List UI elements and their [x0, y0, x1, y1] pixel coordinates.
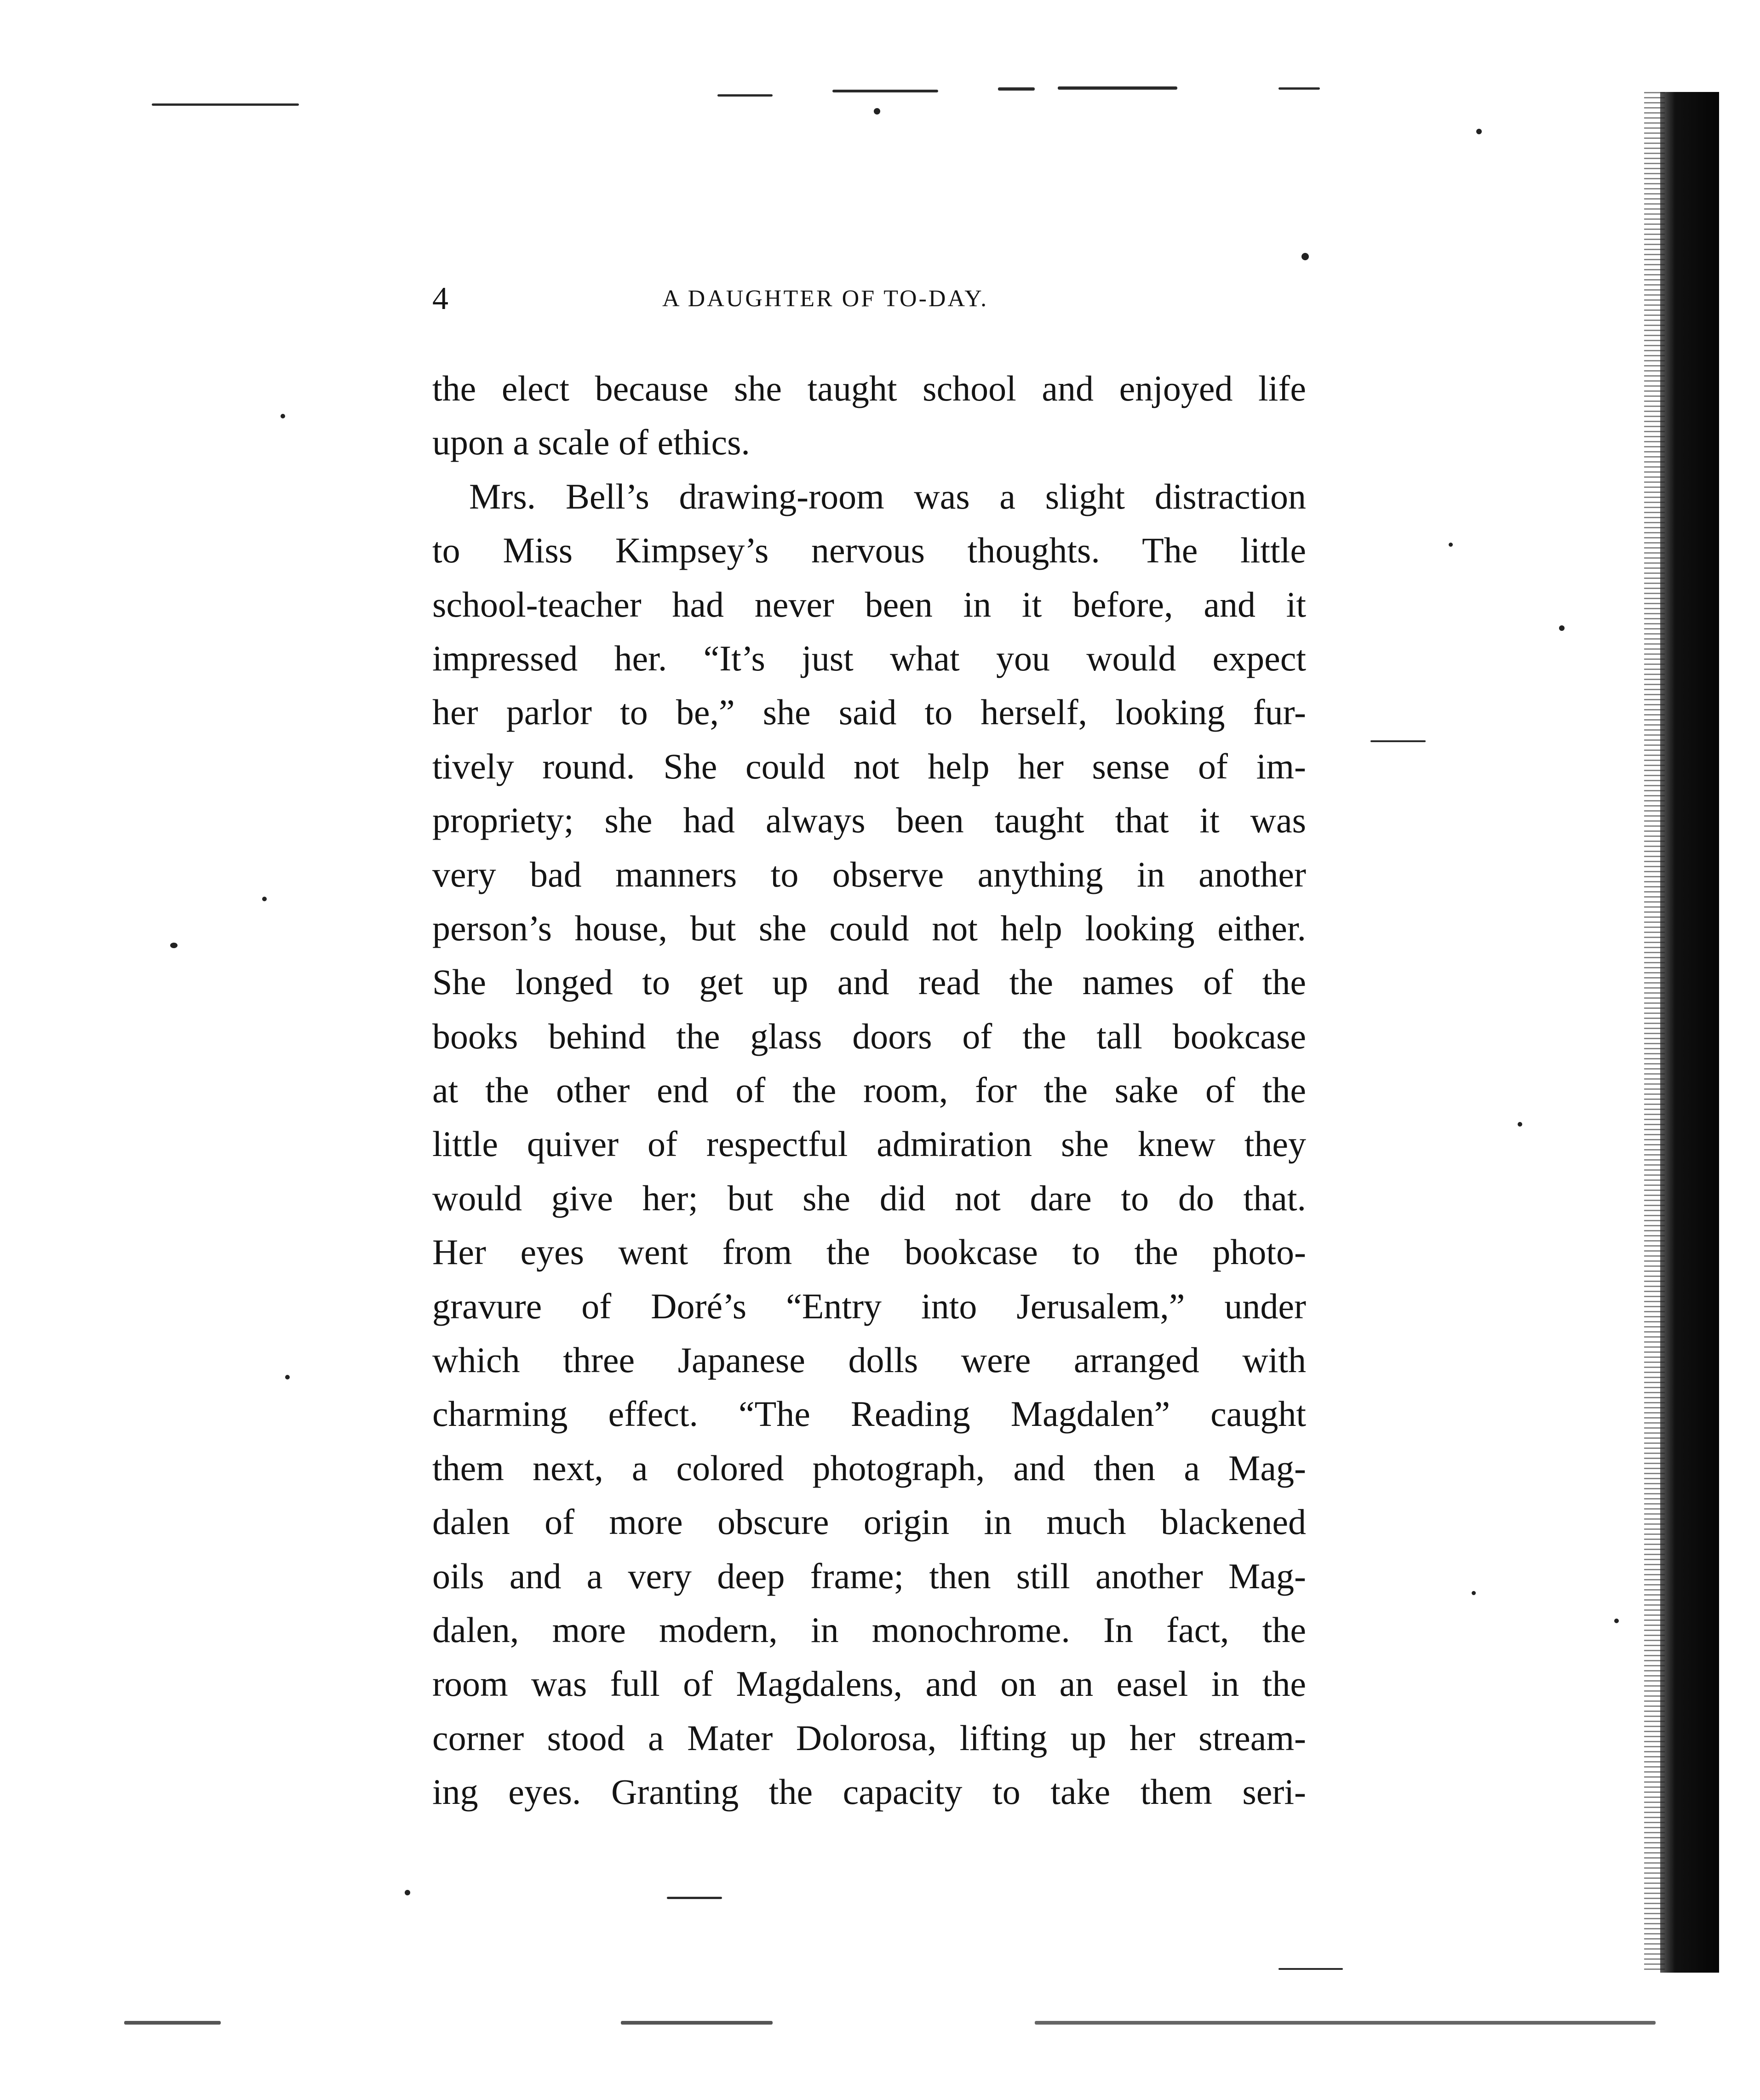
scan-mark — [832, 90, 938, 92]
scan-mark — [1278, 1968, 1343, 1970]
scan-speck — [1518, 1122, 1522, 1127]
scan-speck — [285, 1375, 290, 1379]
scan-speck — [1301, 253, 1309, 260]
scan-mark — [717, 94, 773, 97]
scan-speck — [874, 108, 880, 114]
text-line: upon a scale of ethics. — [432, 422, 750, 463]
scan-speck — [1472, 1591, 1476, 1595]
text-line: them next, a colored photograph, and then a Mag- — [432, 1448, 1306, 1488]
scan-speck — [281, 414, 285, 418]
text-line: at the other end of the room, for the sake of the — [432, 1070, 1306, 1110]
scan-speck — [262, 897, 267, 901]
page-number: 4 — [432, 281, 448, 316]
scan-mark — [667, 1897, 722, 1899]
text-line: her parlor to be,” she said to herself, looking fur- — [432, 692, 1306, 732]
text-line: person’s house, but she could not help looking either. — [432, 908, 1306, 948]
text-line: ing eyes. Granting the capacity to take them seri- — [432, 1772, 1306, 1812]
text-line: propriety; she had always been taught that it was — [432, 800, 1306, 841]
scan-mark — [621, 2021, 773, 2025]
text-line: room was full of Magdalens, and on an easel in the — [432, 1664, 1306, 1704]
text-line: dalen, more modern, in monochrome. In fact, the — [432, 1609, 1306, 1650]
scan-speck — [1559, 625, 1565, 631]
scan-mark — [152, 103, 299, 106]
scan-mark — [1370, 740, 1426, 742]
page-edge-shadow — [1660, 92, 1719, 1973]
text-line: She longed to get up and read the names of the — [432, 962, 1306, 1002]
text-line: to Miss Kimpsey’s nervous thoughts. The little — [432, 530, 1306, 571]
scan-mark — [998, 87, 1035, 91]
text-line: gravure of Doré’s “Entry into Jerusalem,” under — [432, 1286, 1306, 1326]
scan-speck — [1614, 1619, 1619, 1623]
text-line: little quiver of respectful admiration she knew they — [432, 1124, 1306, 1164]
text-line: oils and a very deep frame; then still another Mag- — [432, 1556, 1306, 1596]
scan-speck — [1476, 129, 1482, 134]
text-line: Mrs. Bell’s drawing-room was a slight distraction — [469, 476, 1306, 516]
text-line: impressed her. “It’s just what you would expect — [432, 638, 1306, 678]
scan-mark — [1035, 2021, 1656, 2025]
text-line: the elect because she taught school and enjoyed life — [432, 368, 1306, 408]
text-line: dalen of more obscure origin in much blackened — [432, 1502, 1306, 1542]
text-line: corner stood a Mater Dolorosa, lifting up her stream- — [432, 1717, 1306, 1758]
text-line: school-teacher had never been in it before, and it — [432, 584, 1306, 624]
page-edge-speckle — [1644, 92, 1665, 1973]
scan-mark — [1278, 87, 1320, 90]
scan-mark — [124, 2021, 221, 2025]
text-line: books behind the glass doors of the tall bookcase — [432, 1016, 1306, 1056]
text-line: charming effect. “The Reading Magdalen” caught — [432, 1394, 1306, 1434]
text-line: would give her; but she did not dare to do that. — [432, 1178, 1306, 1218]
body-text — [432, 361, 1306, 1819]
scan-speck — [1449, 543, 1453, 547]
scan-speck — [405, 1890, 410, 1895]
text-line: very bad manners to observe anything in another — [432, 854, 1306, 894]
text-line: Her eyes went from the bookcase to the photo- — [432, 1232, 1306, 1272]
text-line: which three Japanese dolls were arranged with — [432, 1340, 1306, 1380]
running-title: A DAUGHTER OF TO-DAY. — [662, 286, 989, 312]
text-line: tively round. She could not help her sense of im- — [432, 746, 1306, 786]
scan-mark — [1058, 86, 1177, 90]
running-header — [432, 276, 1306, 322]
scan-speck — [170, 943, 178, 948]
